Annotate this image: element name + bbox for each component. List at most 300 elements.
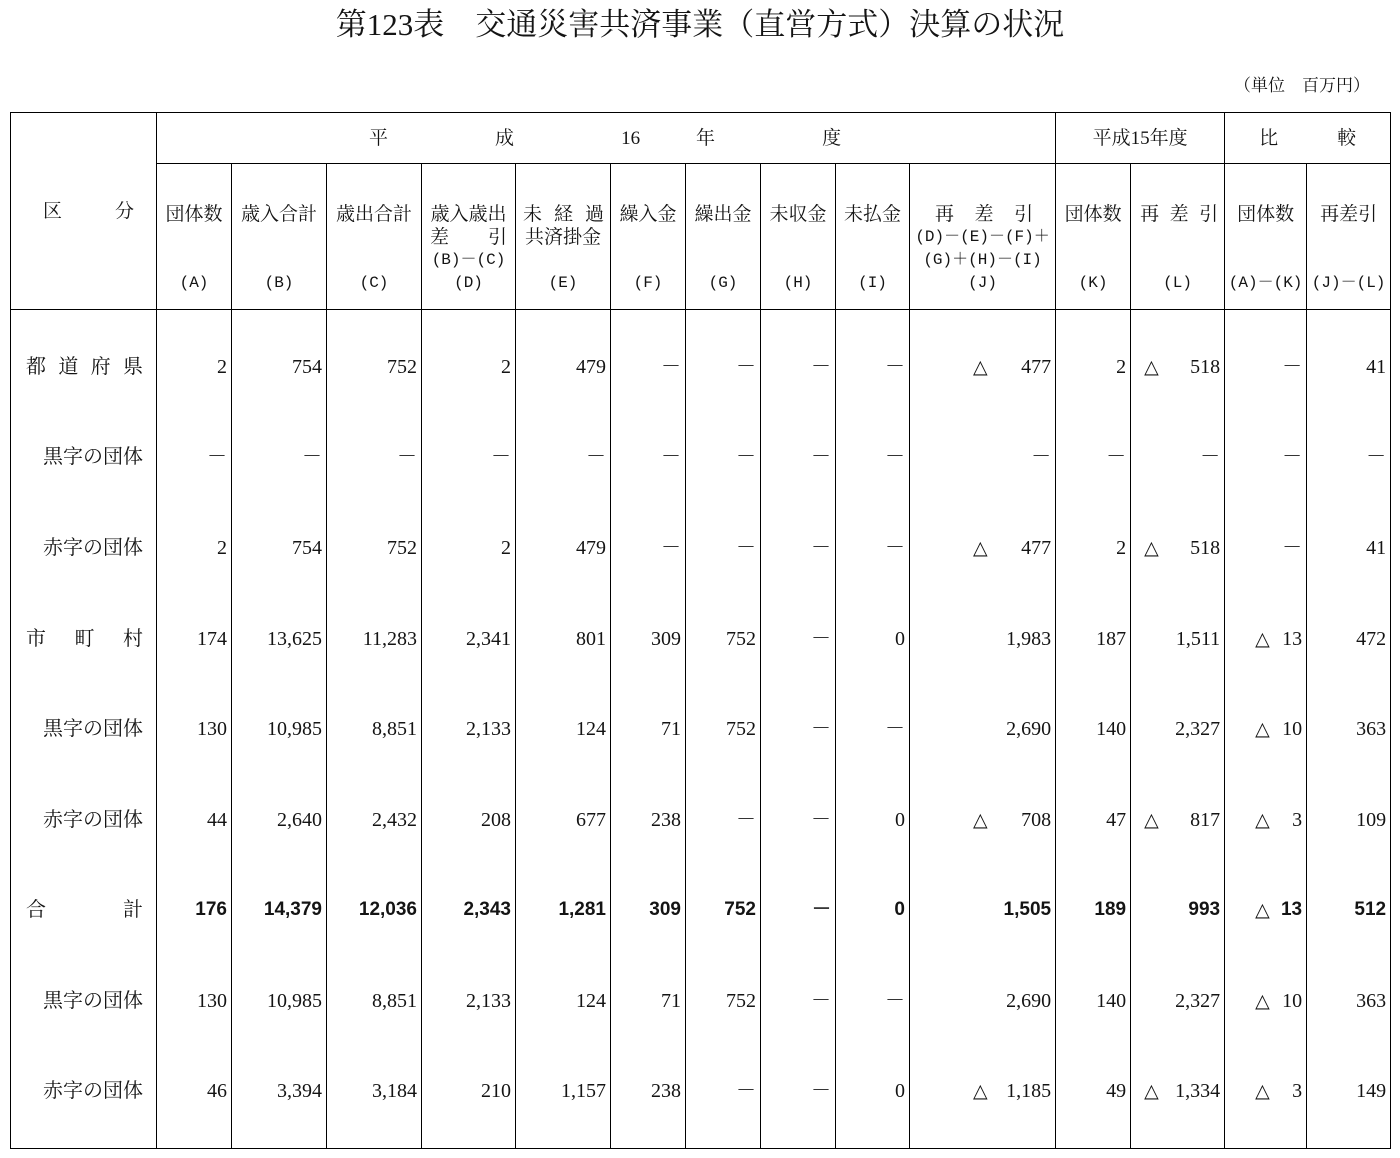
delta-mark: △ — [1144, 356, 1159, 379]
cell-value — [1225, 989, 1306, 1013]
cell-value: － — [811, 627, 831, 650]
cell-b — [232, 593, 327, 684]
cell-j — [910, 503, 1056, 594]
cell-k — [1056, 956, 1131, 1047]
cell-value: 13,625 — [267, 627, 322, 650]
cell-number: 477 — [1021, 536, 1052, 559]
cell-a — [157, 684, 232, 775]
cell-d — [422, 956, 516, 1047]
cell-value: 479 — [576, 536, 606, 559]
row-label-cell — [11, 593, 157, 684]
cell-value: 754 — [292, 536, 322, 559]
cell-j — [910, 310, 1056, 413]
cell-h — [761, 503, 836, 594]
cell-value: 49 — [1106, 1080, 1127, 1103]
cell-l — [1131, 1046, 1225, 1148]
cell-value: 752 — [387, 536, 417, 559]
cell-c — [327, 503, 422, 594]
cell-value: 752 — [726, 627, 756, 650]
column-formula: (G)＋(H)－(I) — [923, 251, 1042, 269]
cell-number: 13 — [1280, 899, 1303, 921]
header-group-fy15 — [1056, 113, 1225, 164]
delta-mark: △ — [973, 1080, 988, 1103]
table-row — [11, 503, 1391, 594]
cell-value: － — [661, 356, 681, 379]
delta-mark: △ — [1255, 627, 1270, 650]
cell-diff-balance — [1307, 310, 1391, 413]
cell-g — [686, 412, 761, 503]
cell-f — [611, 503, 686, 594]
cell-value: 1,505 — [1003, 899, 1052, 921]
cell-value — [910, 1079, 1055, 1103]
row-label-cell — [11, 774, 157, 865]
column-label: 歳入合計 — [240, 204, 317, 225]
cell-value: 140 — [1096, 718, 1127, 741]
row-label: 合 計 — [26, 899, 143, 922]
cell-b — [232, 1046, 327, 1148]
column-label: 共済掛金 — [524, 227, 601, 248]
cell-number: 13 — [1282, 627, 1303, 650]
cell-k — [1056, 1046, 1131, 1148]
cell-d — [422, 865, 516, 956]
column-code: (J)－(L) — [1311, 274, 1386, 292]
cell-value: 2,327 — [1175, 718, 1221, 741]
cell-diff-balance — [1307, 956, 1391, 1047]
cell-value: － — [302, 446, 322, 469]
settlement-table — [10, 112, 1391, 1149]
cell-number: 477 — [1021, 356, 1052, 379]
cell-diff-count — [1225, 593, 1307, 684]
cell-value: 2,133 — [466, 718, 511, 741]
cell-value: 1,511 — [1175, 627, 1221, 650]
header-category-label: 区 分 — [43, 200, 134, 222]
header-receivable-h — [761, 164, 836, 310]
cell-value: 130 — [197, 718, 227, 741]
column-label: 団体数 — [1064, 204, 1122, 225]
cell-value: 0 — [895, 808, 905, 831]
cell-f — [611, 310, 686, 413]
cell-diff-balance — [1307, 412, 1391, 503]
cell-value: － — [885, 718, 905, 741]
row-label: 赤字の団体 — [43, 808, 143, 831]
cell-value: － — [491, 446, 511, 469]
cell-b — [232, 412, 327, 503]
cell-g — [686, 956, 761, 1047]
cell-value: － — [885, 446, 905, 469]
cell-i — [836, 1046, 910, 1148]
cell-value: － — [1106, 446, 1127, 469]
cell-l — [1131, 774, 1225, 865]
cell-value: 176 — [195, 899, 227, 921]
cell-i — [836, 412, 910, 503]
cell-value — [1131, 1079, 1224, 1103]
cell-f — [611, 1046, 686, 1148]
header-row-groups — [11, 113, 1391, 164]
table-body — [11, 310, 1391, 1149]
cell-diff-balance — [1307, 684, 1391, 775]
table-row — [11, 593, 1391, 684]
cell-value: 363 — [1356, 718, 1387, 741]
cell-e — [516, 774, 611, 865]
header-net-balance-l — [1131, 164, 1225, 310]
cell-number: 817 — [1190, 808, 1221, 831]
cell-k — [1056, 865, 1131, 956]
row-label-cell — [11, 865, 157, 956]
row-label-cell — [11, 503, 157, 594]
column-code: (F) — [633, 274, 663, 292]
cell-value: 2 — [501, 536, 511, 559]
cell-e — [516, 1046, 611, 1148]
cell-i — [836, 774, 910, 865]
header-diff-count — [1225, 164, 1307, 310]
cell-value: 2 — [1116, 536, 1127, 559]
cell-value: 0 — [895, 1080, 905, 1103]
cell-value — [910, 355, 1055, 379]
cell-value: － — [811, 899, 831, 921]
cell-f — [611, 684, 686, 775]
cell-value: 2,432 — [372, 808, 417, 831]
cell-l — [1131, 593, 1225, 684]
cell-g — [686, 310, 761, 413]
column-label: 団体数 — [1237, 204, 1295, 225]
table-row — [11, 1046, 1391, 1148]
cell-value: 12,036 — [358, 899, 417, 921]
column-code: (K) — [1078, 274, 1108, 292]
header-diff-balance — [1307, 164, 1391, 310]
page-title: 第123表 交通災害共済事業（直営方式）決算の状況 — [335, 7, 1065, 42]
column-label: 再差引 — [1320, 204, 1378, 225]
cell-value — [1225, 627, 1306, 651]
cell-value: 189 — [1094, 899, 1127, 921]
cell-c — [327, 593, 422, 684]
header-payable-i — [836, 164, 910, 310]
cell-e — [516, 684, 611, 775]
delta-mark: △ — [1255, 1080, 1270, 1103]
cell-value: － — [1200, 446, 1221, 469]
cell-value: － — [811, 718, 831, 741]
delta-mark: △ — [1255, 808, 1270, 831]
cell-value: － — [661, 536, 681, 559]
cell-value: 41 — [1366, 356, 1387, 379]
cell-value: 1,281 — [558, 899, 606, 921]
cell-j — [910, 684, 1056, 775]
cell-g — [686, 865, 761, 956]
cell-value: － — [811, 808, 831, 831]
cell-value: － — [811, 989, 831, 1012]
cell-value: － — [1031, 446, 1052, 469]
cell-value: 2,341 — [466, 627, 511, 650]
cell-value — [1225, 808, 1306, 832]
cell-e — [516, 593, 611, 684]
cell-b — [232, 774, 327, 865]
cell-value — [1131, 808, 1224, 832]
cell-value: 8,851 — [372, 718, 417, 741]
cell-l — [1131, 412, 1225, 503]
cell-value: 149 — [1356, 1080, 1387, 1103]
cell-value: 3,184 — [372, 1080, 417, 1103]
cell-value: 677 — [576, 808, 606, 831]
cell-a — [157, 593, 232, 684]
column-label: 再 差 引 — [935, 204, 1034, 225]
cell-number: 10 — [1282, 989, 1303, 1012]
cell-k — [1056, 774, 1131, 865]
row-label-cell — [11, 310, 157, 413]
cell-c — [327, 774, 422, 865]
column-label: 団体数 — [165, 204, 223, 225]
cell-number: 1,185 — [1006, 1080, 1052, 1103]
row-label: 市 町 村 — [26, 627, 143, 650]
column-code: (I) — [858, 274, 887, 292]
header-group-compare — [1225, 113, 1391, 164]
cell-value: 0 — [895, 627, 905, 650]
cell-f — [611, 593, 686, 684]
cell-value — [1131, 355, 1224, 379]
cell-value: 2,327 — [1175, 989, 1221, 1012]
cell-diff-count — [1225, 865, 1307, 956]
header-balance-d — [422, 164, 516, 310]
cell-diff-balance — [1307, 503, 1391, 594]
delta-mark: △ — [973, 808, 988, 831]
cell-diff-count — [1225, 956, 1307, 1047]
cell-e — [516, 310, 611, 413]
cell-value — [910, 808, 1055, 832]
cell-g — [686, 503, 761, 594]
cell-diff-count — [1225, 1046, 1307, 1148]
header-transfer-out-g — [686, 164, 761, 310]
cell-value: － — [1366, 446, 1387, 469]
column-code: (A) — [179, 274, 209, 292]
cell-value: － — [811, 1080, 831, 1103]
column-label: 差 引 — [430, 227, 507, 248]
cell-value: － — [811, 356, 831, 379]
cell-value: 2,690 — [1006, 989, 1052, 1012]
cell-c — [327, 310, 422, 413]
cell-value: 10,985 — [267, 718, 322, 741]
cell-value: － — [1282, 446, 1303, 469]
cell-value: － — [207, 446, 227, 469]
cell-value: 309 — [651, 627, 681, 650]
cell-l — [1131, 310, 1225, 413]
cell-value: 752 — [726, 718, 756, 741]
cell-diff-count — [1225, 774, 1307, 865]
cell-l — [1131, 865, 1225, 956]
cell-f — [611, 412, 686, 503]
cell-value: 109 — [1356, 808, 1387, 831]
header-category — [11, 113, 157, 310]
cell-h — [761, 684, 836, 775]
cell-value: － — [397, 446, 417, 469]
table-row — [11, 774, 1391, 865]
cell-d — [422, 684, 516, 775]
column-label: 歳出合計 — [335, 204, 412, 225]
delta-mark: △ — [973, 536, 988, 559]
cell-value: 479 — [576, 356, 606, 379]
cell-value: 174 — [197, 627, 227, 650]
cell-number: 518 — [1190, 536, 1221, 559]
cell-number: 10 — [1282, 718, 1303, 741]
cell-value: 130 — [197, 989, 227, 1012]
cell-value: 2 — [217, 536, 227, 559]
cell-k — [1056, 310, 1131, 413]
cell-k — [1056, 412, 1131, 503]
cell-h — [761, 412, 836, 503]
cell-e — [516, 503, 611, 594]
cell-value: 210 — [481, 1080, 511, 1103]
cell-value: 3,394 — [277, 1080, 322, 1103]
cell-g — [686, 593, 761, 684]
cell-j — [910, 774, 1056, 865]
cell-value: － — [736, 356, 756, 379]
cell-h — [761, 1046, 836, 1148]
cell-value: 11,283 — [362, 627, 417, 650]
column-code: (A)－(K) — [1228, 274, 1303, 292]
column-code: (G) — [708, 274, 738, 292]
cell-j — [910, 593, 1056, 684]
cell-h — [761, 310, 836, 413]
cell-i — [836, 503, 910, 594]
cell-value: 0 — [894, 899, 905, 921]
cell-a — [157, 412, 232, 503]
cell-value: 2,690 — [1006, 718, 1052, 741]
cell-a — [157, 865, 232, 956]
delta-mark: △ — [1144, 1080, 1159, 1103]
row-label-cell — [11, 684, 157, 775]
cell-value: － — [1282, 536, 1303, 559]
cell-diff-balance — [1307, 593, 1391, 684]
column-label: 歳入歳出 — [430, 204, 507, 225]
cell-e — [516, 412, 611, 503]
cell-f — [611, 956, 686, 1047]
cell-value: 71 — [661, 989, 681, 1012]
column-code: (B) — [264, 274, 294, 292]
column-code: (D) — [454, 274, 483, 292]
cell-d — [422, 774, 516, 865]
cell-d — [422, 412, 516, 503]
cell-a — [157, 503, 232, 594]
cell-value: － — [811, 446, 831, 469]
cell-a — [157, 1046, 232, 1148]
column-label: 未収金 — [769, 204, 827, 225]
cell-j — [910, 1046, 1056, 1148]
cell-i — [836, 865, 910, 956]
header-unexpired-premium-e — [516, 164, 611, 310]
header-group-fy16 — [157, 113, 1056, 164]
cell-h — [761, 593, 836, 684]
cell-diff-count — [1225, 684, 1307, 775]
row-label: 黒字の団体 — [43, 989, 143, 1012]
cell-e — [516, 956, 611, 1047]
table-row — [11, 412, 1391, 503]
column-label: 繰入金 — [619, 204, 677, 225]
cell-value: － — [736, 536, 756, 559]
header-group-fy15-label: 平成15年度 — [1092, 127, 1188, 149]
cell-diff-count — [1225, 503, 1307, 594]
cell-i — [836, 956, 910, 1047]
column-code: (E) — [548, 274, 578, 292]
cell-d — [422, 503, 516, 594]
cell-diff-balance — [1307, 865, 1391, 956]
cell-value: － — [661, 446, 681, 469]
delta-mark: △ — [1255, 899, 1270, 922]
cell-value — [1225, 898, 1306, 922]
cell-value: 238 — [651, 1080, 681, 1103]
cell-g — [686, 684, 761, 775]
cell-value: 2,343 — [463, 899, 511, 921]
cell-f — [611, 865, 686, 956]
cell-value: 752 — [724, 899, 756, 921]
cell-value: － — [586, 446, 606, 469]
cell-value: 512 — [1354, 899, 1387, 921]
column-label: 未払金 — [843, 204, 901, 225]
table-row — [11, 310, 1391, 413]
cell-value: 801 — [576, 627, 606, 650]
delta-mark: △ — [1144, 808, 1159, 831]
cell-value: 71 — [661, 718, 681, 741]
cell-c — [327, 1046, 422, 1148]
cell-value: 124 — [576, 718, 606, 741]
cell-value: 993 — [1188, 899, 1221, 921]
header-group-fy16-label: 平 成 16 年 度 — [369, 127, 842, 149]
cell-value — [910, 536, 1055, 560]
row-label-cell — [11, 412, 157, 503]
cell-b — [232, 503, 327, 594]
row-label: 赤字の団体 — [43, 1080, 143, 1103]
cell-j — [910, 956, 1056, 1047]
cell-value: 2 — [1116, 356, 1127, 379]
cell-value: － — [736, 1080, 756, 1103]
column-formula: (D)－(E)－(F)＋ — [915, 228, 1050, 246]
cell-value: － — [736, 808, 756, 831]
cell-value: 309 — [649, 899, 681, 921]
cell-diff-balance — [1307, 774, 1391, 865]
cell-b — [232, 684, 327, 775]
header-transfer-in-f — [611, 164, 686, 310]
column-formula: (B)－(C) — [431, 251, 506, 269]
cell-b — [232, 310, 327, 413]
unit-label: （単位 百万円） — [1234, 76, 1370, 95]
cell-number: 518 — [1190, 356, 1221, 379]
header-group-count-k — [1056, 164, 1131, 310]
cell-value: 2 — [501, 356, 511, 379]
cell-g — [686, 1046, 761, 1148]
cell-a — [157, 774, 232, 865]
cell-a — [157, 956, 232, 1047]
cell-value: 363 — [1356, 989, 1387, 1012]
row-label: 黒字の団体 — [43, 446, 143, 469]
row-label: 黒字の団体 — [43, 718, 143, 741]
header-revenue-total-b — [232, 164, 327, 310]
cell-value: 2,133 — [466, 989, 511, 1012]
cell-number: 3 — [1292, 1080, 1303, 1103]
delta-mark: △ — [1255, 989, 1270, 1012]
column-code: (J) — [968, 274, 997, 292]
cell-value: 754 — [292, 356, 322, 379]
cell-value — [1131, 536, 1224, 560]
cell-value — [1225, 717, 1306, 741]
delta-mark: △ — [1144, 536, 1159, 559]
cell-c — [327, 412, 422, 503]
table-row — [11, 865, 1391, 956]
row-label-cell — [11, 1046, 157, 1148]
cell-value: 1,157 — [561, 1080, 606, 1103]
cell-d — [422, 593, 516, 684]
column-code: (C) — [359, 274, 389, 292]
cell-value: － — [811, 536, 831, 559]
cell-value: 8,851 — [372, 989, 417, 1012]
cell-b — [232, 956, 327, 1047]
cell-i — [836, 310, 910, 413]
cell-value: － — [736, 446, 756, 469]
